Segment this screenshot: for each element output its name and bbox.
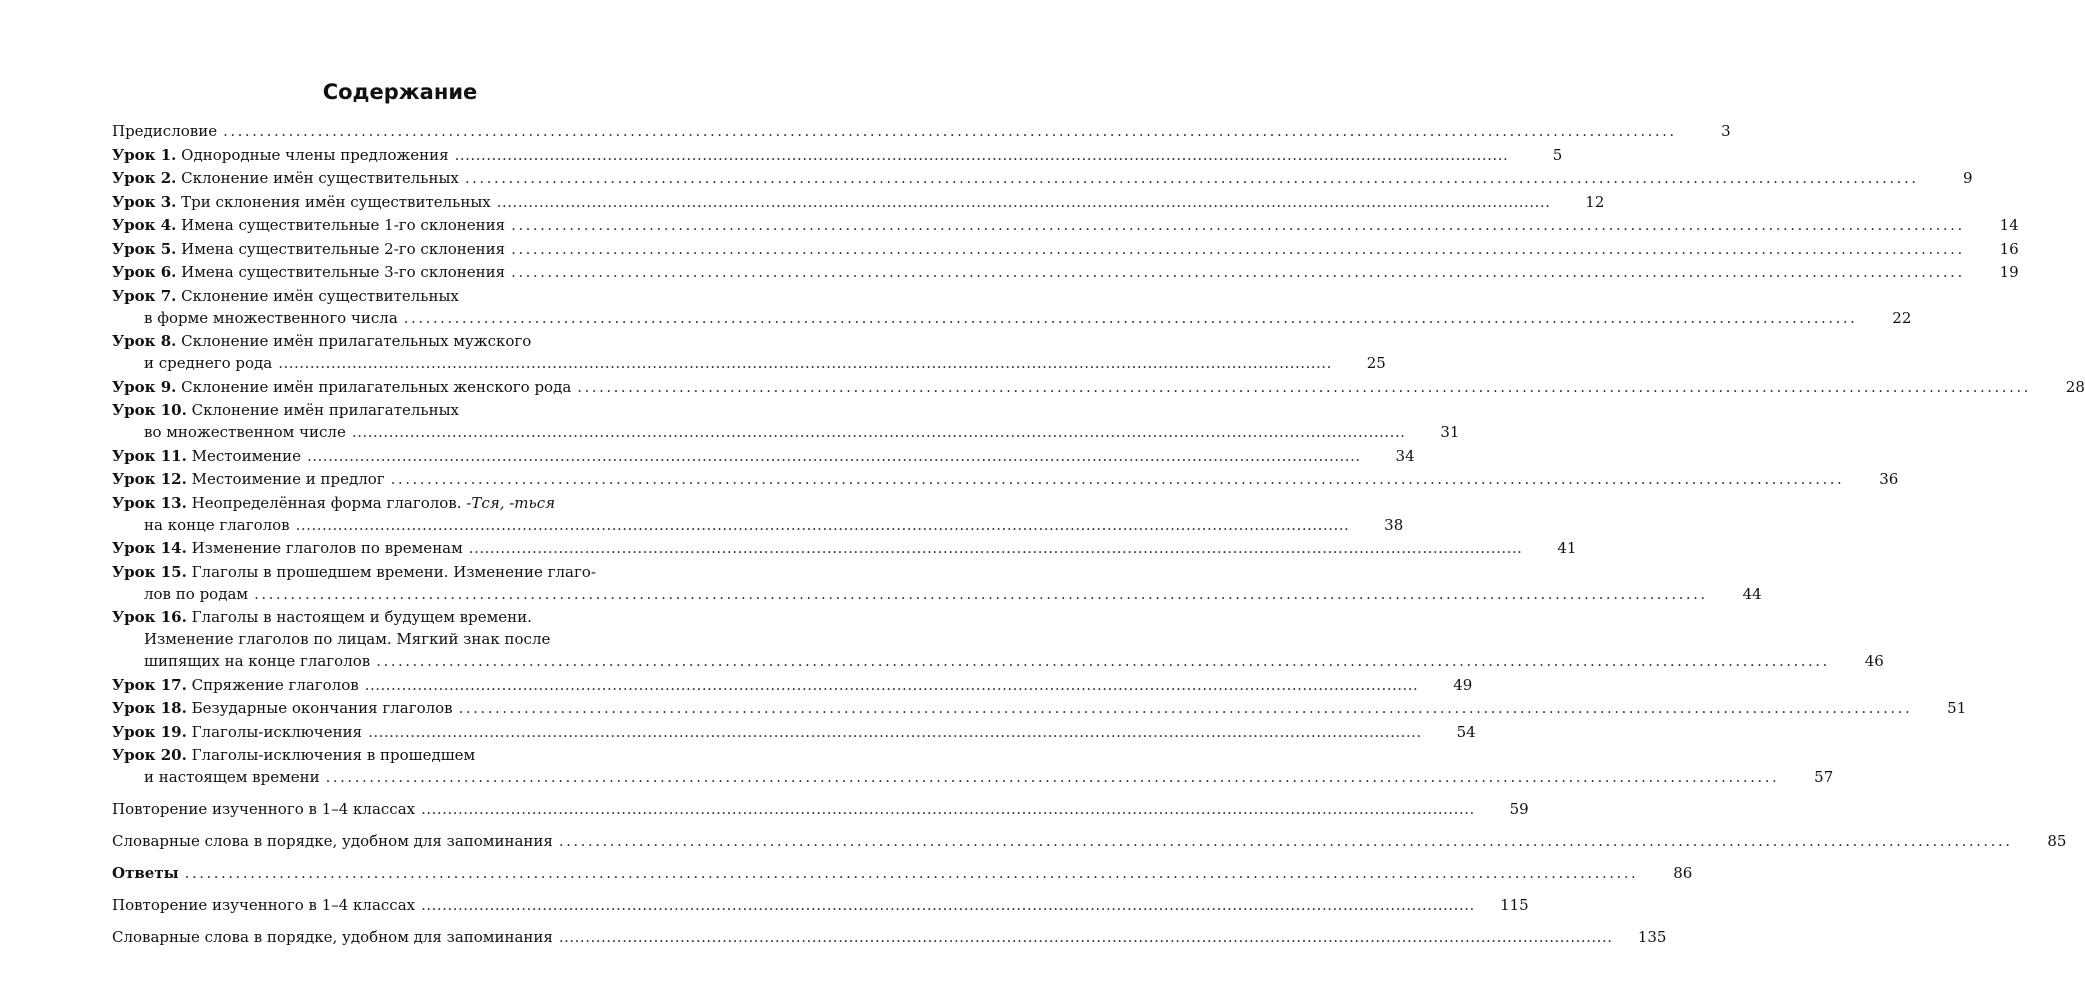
toc-entry-title: Изменение глаголов по временам <box>191 539 463 557</box>
page-title: Содержание <box>322 80 478 104</box>
toc-entry-title: в форме множественного числа <box>144 308 398 327</box>
toc-entry-text <box>112 330 531 352</box>
toc-entry <box>112 697 1967 719</box>
toc-entry-title: Глаголы-исключения в прошедшем <box>191 746 476 764</box>
toc-entry-continuation <box>112 628 708 650</box>
toc-entry-text <box>112 261 505 283</box>
dot-leader: ........................................................................................................................................................................................................ <box>421 896 1475 914</box>
toc-entry <box>112 926 1667 948</box>
lesson-number: Урок 14. <box>112 539 187 557</box>
toc-entry-title: Местоимение и предлог <box>191 470 385 488</box>
toc-entry-continuation <box>112 421 1460 443</box>
toc-entry-text <box>112 167 459 189</box>
dot-leader: ........................................................................................................................................................................................................ <box>468 539 1523 557</box>
lesson-number: Урок 11. <box>112 446 187 465</box>
toc-entry-title: Глаголы в прошедшем времени. Изменение глаго- <box>191 562 596 581</box>
toc-entry-text <box>112 285 459 307</box>
lesson-number: Урок 15. <box>112 562 187 581</box>
toc-entry-title: Предисловие <box>112 122 218 140</box>
page-number: 57 <box>1814 768 1834 786</box>
toc-entry-continuation <box>112 766 1834 788</box>
dot-leader: ........................................................................................................................................................................................................ <box>421 800 1475 818</box>
page-number: 28 <box>2065 377 2085 396</box>
toc-entry-line <box>112 167 1973 189</box>
toc-entry <box>112 674 1473 696</box>
toc-entry <box>112 894 1529 916</box>
toc-entry-title: Безударные окончания глаголов <box>191 699 453 717</box>
toc-entry-title: Склонение имён прилагательных мужского <box>181 332 532 350</box>
dot-leader: ........................................................................................................................................................................................................ <box>403 308 1858 327</box>
toc-entry-line <box>112 862 1693 884</box>
toc-entry-title: Словарные слова в порядке, удобном для запоминания <box>112 928 553 946</box>
toc-entry <box>112 238 2019 260</box>
dot-leader: ........................................................................................................................................................................................................ <box>511 216 1965 234</box>
toc-entry-title: Глаголы в настоящем и будущем времени. <box>191 608 532 626</box>
lesson-number: Урок 19. <box>112 722 187 741</box>
page-number: 44 <box>1742 584 1762 603</box>
page-number: 86 <box>1673 864 1693 882</box>
page-number: 31 <box>1440 423 1460 441</box>
page-number: 41 <box>1557 539 1577 557</box>
toc-entry <box>112 376 2085 398</box>
lesson-number: Урок 17. <box>112 675 187 694</box>
lesson-number: Урок 5. <box>112 239 177 258</box>
toc-entry-text <box>112 830 553 852</box>
toc-entry-title: Ответы <box>112 864 179 882</box>
toc-entry-line <box>112 830 2067 852</box>
toc-entry-text <box>112 214 505 236</box>
page-number: 5 <box>1552 145 1563 164</box>
toc-entry-text <box>112 894 415 916</box>
toc-entry-line <box>112 561 708 583</box>
toc-entry-title: и настоящем времени <box>144 768 320 786</box>
toc-entry-line <box>112 445 1415 467</box>
toc-entry <box>112 399 1460 443</box>
toc-entry-title: во множественном числе <box>144 423 346 441</box>
page-number: 3 <box>1721 122 1731 140</box>
dot-leader: ........................................................................................................................................................................................................ <box>454 145 1509 164</box>
toc-entry-title: Глаголы-исключения <box>191 722 363 741</box>
dot-leader: ........................................................................................................................................................................................................ <box>351 423 1406 441</box>
toc-entry-title: Спряжение глаголов <box>191 675 359 694</box>
page-number: 59 <box>1509 800 1529 818</box>
toc-entry-text <box>112 238 505 260</box>
dot-leader: ........................................................................................................................................................................................................ <box>511 263 1965 281</box>
dot-leader: ........................................................................................................................................................................................................ <box>464 169 1919 187</box>
toc-entry <box>112 468 1899 490</box>
toc-entry-title: Имена существительные 3-го склонения <box>181 263 506 281</box>
lesson-number: Урок 6. <box>112 263 177 281</box>
page-number: 54 <box>1456 722 1476 741</box>
toc-entry-title: Склонение имён прилагательных женского рода <box>181 377 572 396</box>
lesson-number: Урок 7. <box>112 286 177 305</box>
page-number: 25 <box>1366 354 1386 372</box>
toc-entry-continuation <box>112 583 1762 605</box>
toc-entry-continuation <box>112 352 1386 374</box>
toc-entry <box>112 330 1386 374</box>
toc-entry-line <box>112 399 708 421</box>
lesson-number: Урок 12. <box>112 470 187 488</box>
toc-entry <box>112 830 2067 852</box>
page-number: 16 <box>1999 239 2019 258</box>
toc-entry <box>112 862 1693 884</box>
toc-entry-text <box>112 697 453 719</box>
toc-entry-text <box>112 862 179 884</box>
toc-entry-line <box>112 120 1731 142</box>
toc-entry-text <box>112 191 491 213</box>
dot-leader: ........................................................................................................................................................................................................ <box>325 768 1780 786</box>
dot-leader: ........................................................................................................................................................................................................ <box>223 122 1677 140</box>
toc-entry-line <box>112 285 708 307</box>
toc-entry-line <box>112 191 1605 213</box>
page-number: 36 <box>1879 470 1899 488</box>
toc-entry-title: Повторение изученного в 1–4 классах <box>112 800 416 818</box>
toc-entry <box>112 445 1415 467</box>
toc-entry <box>112 191 1605 213</box>
toc-entry-text <box>112 492 555 514</box>
toc-entry-continuation <box>112 650 1884 672</box>
toc-entry <box>112 214 2019 236</box>
toc-entry-title: Словарные слова в порядке, удобном для запоминания <box>112 832 553 850</box>
toc-entry-text <box>112 120 217 142</box>
dot-leader: ........................................................................................................................................................................................................ <box>458 699 1913 717</box>
page-number: 19 <box>1999 263 2019 281</box>
page-number: 46 <box>1864 652 1884 670</box>
toc-entry-continuation <box>112 514 1404 536</box>
toc-entry-title: Три склонения имён существительных <box>181 192 491 211</box>
dot-leader: ........................................................................................................................................................................................................ <box>376 652 1830 670</box>
lesson-number: Урок 16. <box>112 608 187 626</box>
toc-entry-text <box>112 721 362 743</box>
toc-entry-line <box>112 261 2019 283</box>
toc-entry <box>112 721 1476 743</box>
toc-entry-text <box>112 376 571 398</box>
toc-entry-text <box>144 352 272 374</box>
toc-entry <box>112 561 1762 605</box>
toc-entry <box>112 167 1973 189</box>
toc-entry-continuation <box>112 307 1912 329</box>
toc-entry-title: Склонение имён существительных <box>181 286 459 305</box>
toc-entry <box>112 120 1731 142</box>
toc-entry-title: Склонение имён прилагательных <box>191 401 459 419</box>
page-number: 115 <box>1500 896 1529 914</box>
lesson-number: Урок 8. <box>112 332 177 350</box>
toc-entry-line <box>112 798 1529 820</box>
toc-entry-line <box>112 674 1473 696</box>
toc-entry <box>112 285 1912 329</box>
toc-entry-line <box>112 537 1577 559</box>
dot-leader: ........................................................................................................................................................................................................ <box>496 192 1551 211</box>
toc-entry-text <box>112 144 449 166</box>
dot-leader: ........................................................................................................................................................................................................ <box>390 470 1845 488</box>
dot-leader: ........................................................................................................................................................................................................ <box>511 239 1965 258</box>
toc-entry-title: Неопределённая форма глаголов. <box>191 493 462 512</box>
toc-entry-line <box>112 492 708 514</box>
toc-entry-title: Изменение глаголов по лицам. Мягкий знак после <box>144 630 551 648</box>
lesson-number: Урок 9. <box>112 377 177 396</box>
toc-entry <box>112 606 1884 672</box>
toc-entry <box>112 144 1563 166</box>
toc-entry-italic: -Тся, -ться <box>466 493 556 512</box>
toc-entry-title: Склонение имён существительных <box>181 169 459 187</box>
lesson-number: Урок 18. <box>112 699 187 717</box>
toc-entry-title: и среднего рода <box>144 354 273 372</box>
lesson-number: Урок 1. <box>112 145 177 164</box>
toc-entry-line <box>112 721 1476 743</box>
toc-entry-line <box>112 144 1563 166</box>
dot-leader: ........................................................................................................................................................................................................ <box>278 354 1332 372</box>
page-number: 135 <box>1637 928 1667 946</box>
toc-entry <box>112 261 2019 283</box>
page-number: 38 <box>1384 515 1404 534</box>
toc-entry-line <box>112 238 2019 260</box>
toc-entry-line <box>112 697 1967 719</box>
toc-entry-text <box>112 399 459 421</box>
page-number: 51 <box>1947 699 1967 717</box>
toc-entry-text <box>144 583 248 605</box>
page-number: 85 <box>2047 832 2067 850</box>
toc-entry-title: Местоимение <box>191 446 301 465</box>
lesson-number: Урок 20. <box>112 746 187 764</box>
dot-leader: ........................................................................................................................................................................................................ <box>558 832 2013 850</box>
page-number: 9 <box>1962 169 1973 187</box>
toc-entry-line <box>112 894 1529 916</box>
toc-entry-line <box>112 744 708 766</box>
toc-entry-text <box>112 537 463 559</box>
dot-leader: ........................................................................................................................................................................................................ <box>558 928 1613 946</box>
toc-entry <box>112 798 1529 820</box>
toc-entry-text <box>112 926 553 948</box>
toc-entry-line <box>112 330 708 352</box>
toc-entry-line <box>112 926 1667 948</box>
table-of-contents <box>112 120 2085 950</box>
toc-entry-title: шипящих на конце глаголов <box>144 652 371 670</box>
toc-entry-line <box>112 606 708 628</box>
dot-leader: ........................................................................................................................................................................................................ <box>254 584 1708 603</box>
toc-entry-text <box>144 766 320 788</box>
toc-entry <box>112 744 1834 788</box>
toc-entry-text <box>144 307 398 329</box>
dot-leader: ........................................................................................................................................................................................................ <box>577 377 2031 396</box>
toc-entry-text <box>112 468 385 490</box>
toc-entry-text <box>112 798 415 820</box>
lesson-number: Урок 13. <box>112 493 187 512</box>
toc-entry-line <box>112 468 1899 490</box>
toc-entry-title: на конце глаголов <box>144 515 290 534</box>
toc-entry-title: Повторение изученного в 1–4 классах <box>112 896 416 914</box>
toc-entry-title: Имена существительные 1-го склонения <box>181 216 506 234</box>
toc-entry-text <box>144 650 370 672</box>
dot-leader: ........................................................................................................................................................................................................ <box>184 864 1639 882</box>
lesson-number: Урок 4. <box>112 216 177 234</box>
toc-entry-title: Имена существительные 2-го склонения <box>181 239 506 258</box>
dot-leader: ........................................................................................................................................................................................................ <box>368 722 1422 741</box>
toc-entry-text <box>112 744 475 766</box>
toc-entry-line <box>112 214 2019 236</box>
lesson-number: Урок 10. <box>112 401 187 419</box>
toc-entry <box>112 537 1577 559</box>
toc-entry-text <box>144 628 550 650</box>
toc-entry-text <box>112 561 596 583</box>
toc-entry-title: лов по родам <box>144 584 249 603</box>
page-number: 14 <box>1999 216 2019 234</box>
toc-entry <box>112 492 1404 536</box>
dot-leader: ........................................................................................................................................................................................................ <box>307 446 1361 465</box>
toc-entry-text <box>144 421 346 443</box>
dot-leader: ........................................................................................................................................................................................................ <box>295 515 1350 534</box>
page-number: 49 <box>1453 675 1473 694</box>
toc-entry-line <box>112 376 2085 398</box>
toc-entry-text <box>144 514 290 536</box>
page-number: 34 <box>1395 446 1415 465</box>
page-number: 22 <box>1892 308 1912 327</box>
toc-entry-title: Однородные члены предложения <box>181 145 449 164</box>
lesson-number: Урок 2. <box>112 169 177 187</box>
dot-leader: ........................................................................................................................................................................................................ <box>364 675 1419 694</box>
toc-entry-text <box>112 674 359 696</box>
toc-entry-text <box>112 606 532 628</box>
page-number: 12 <box>1585 192 1605 211</box>
lesson-number: Урок 3. <box>112 192 177 211</box>
toc-entry-text <box>112 445 301 467</box>
